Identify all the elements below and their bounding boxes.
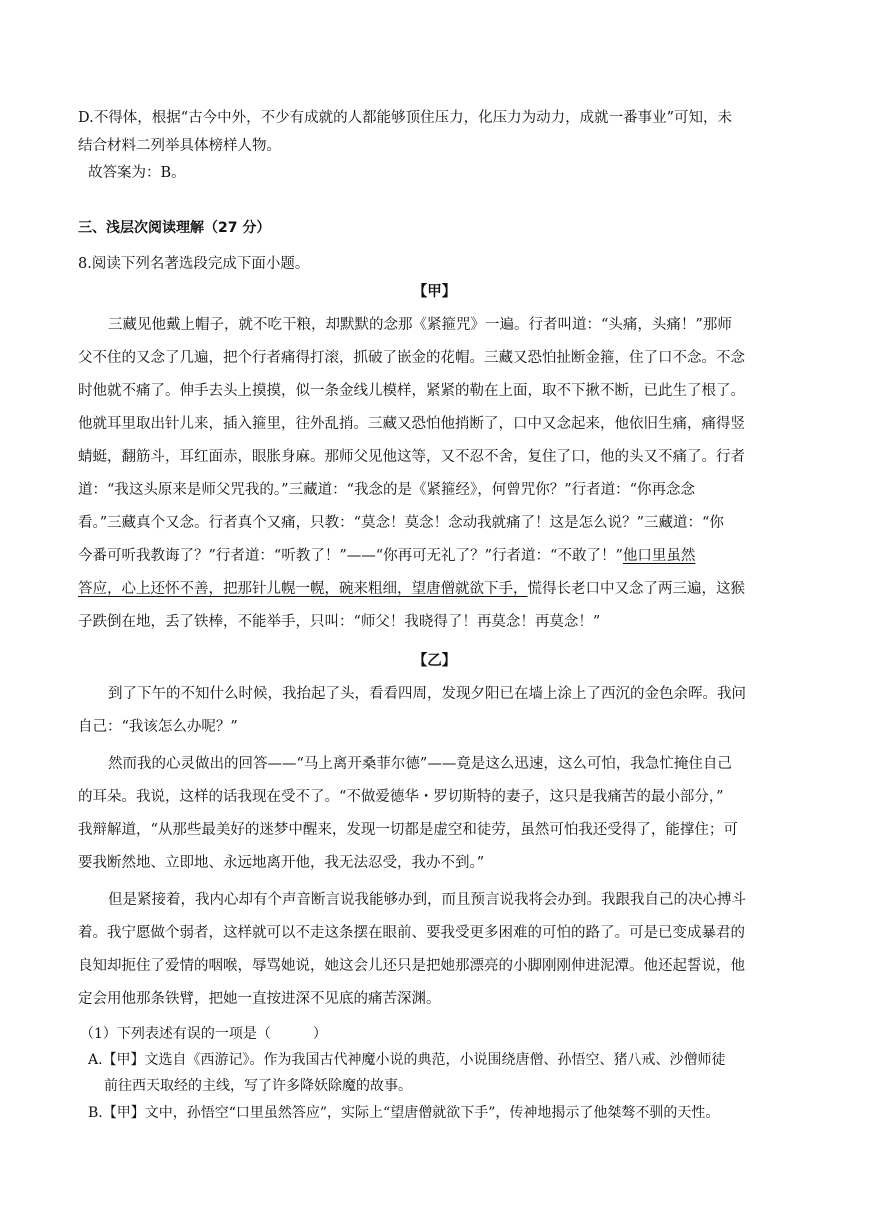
passage-jia-text: 慌得长老口中又念了两三遍，这猴: [527, 581, 745, 597]
underlined-sentence-part1: 他口里虽然: [622, 548, 696, 564]
passage-jia-line: 时他就不痛了。伸手去头上摸摸，似一条金线儿模样，紧紧的勒在上面，取不下揪不断，已此生了根了。: [78, 383, 745, 399]
passage-jia-line: 他就耳里取出针儿来，插入箍里，往外乱捎。三藏又恐怕他捎断了，口中又念起来，他依旧生痛，痛得竖: [78, 416, 745, 432]
option-a-line1: A.【甲】文选自《西游记》。作为我国古代神魔小说的典范，小说围绕唐僧、孙悟空、猪八戒、沙僧师徒: [88, 1052, 726, 1068]
passage-yi-line: 良知却扼住了爱情的咽喉，辱骂她说，她这会儿还只是把她那漂亮的小脚刚刚伸进泥潭。他还起誓说，他: [78, 958, 745, 974]
passage-yi-line: 自己：“我该怎么办呢？”: [78, 719, 238, 735]
passage-yi-line: 着。我宁愿做个弱者，这样就可以不走这条摆在眼前、要我受更多困难的可怕的路了。可是已变成暴君的: [78, 925, 745, 941]
passage-jia-heading: 【甲】: [412, 283, 457, 300]
passage-jia-line: 父不住的又念了几遍，把个行者痛得打滚，抓破了嵌金的花帽。三藏又恐怕扯断金箍，住了口不念。不念: [78, 350, 745, 366]
passage-jia-line: 子跌倒在地，丢了铁棒，不能举手，只叫：“师父！我晓得了！再莫念！再莫念！”: [78, 614, 601, 630]
passage-jia-line: 道：“我这头原来是师父咒我的。”三藏道：“我念的是《紧箍经》，何曾咒你？”行者道：“你再念念: [78, 482, 696, 498]
passage-yi-line: 要我断然地、立即地、永远地离开他，我无法忍受，我办不到。”: [78, 855, 485, 871]
passage-yi-heading: 【乙】: [412, 652, 457, 669]
underlined-sentence-part2: 答应，心上还怀不善，把那针儿幌一幌，碗来粗细，望唐僧就欲下手，: [78, 581, 528, 597]
sub-question-1-stem: （1）下列表述有误的一项是（ ）: [80, 1026, 327, 1042]
prev-option-d-line2: 结合材料二列举具体榜样人物。: [78, 138, 281, 154]
passage-jia-line: 蜻蜓，翻筋斗，耳红面赤，眼胀身麻。那师父见他这等，又不忍不舍，复住了口，他的头又不痛了。行者: [78, 449, 745, 465]
option-a-line2: 前往西天取经的主线，写了许多降妖除魔的故事。: [104, 1078, 412, 1094]
passage-yi-line: 到了下午的不知什么时候，我抬起了头，看看四周，发现夕阳已在墙上涂上了西沉的金色余晖。我问: [108, 686, 746, 702]
passage-jia-line: [78, 579, 798, 599]
option-b-line1: B.【甲】文中，孙悟空“口里虽然答应”，实际上“望唐僧就欲下手”，传神地揭示了他桀骜不驯的天性。: [88, 1105, 720, 1121]
prev-option-d-line1: D.不得体，根据“古今中外，不少有成就的人都能够顶住压力，化压力为动力，成就一番事业”可知，未: [78, 110, 733, 126]
question-8-stem: 8.阅读下列名著选段完成下面小题。: [78, 256, 310, 272]
passage-yi-line: 的耳朵。我说，这样的话我现在受不了。“不做爱德华・罗切斯特的妻子，这只是我痛苦的最小部分，”: [78, 789, 724, 805]
passage-jia-line: 看。”三藏真个又念。行者真个又痛，只教：“莫念！莫念！念动我就痛了！这是怎么说？”三藏道：“你: [78, 515, 724, 531]
prev-answer: 故答案为：B。: [88, 165, 186, 181]
passage-jia-line: 三藏见他戴上帽子，就不吃干粮，却默默的念那《紧箍咒》一遍。行者叫道：“头痛，头痛！”那师: [108, 317, 732, 333]
section-title: 三、浅层次阅读理解（27 分）: [78, 220, 271, 236]
passage-yi-line: 我辩解道，“从那些最美好的迷梦中醒来，发现一切都是虚空和徒劳，虽然可怕我还受得了，能撑住；可: [78, 822, 738, 838]
passage-yi-line: 但是紧接着，我内心却有个声音断言说我能够办到，而且预言说我将会办到。我跟我自己的决心搏斗: [108, 892, 746, 908]
passage-yi-line: 然而我的心灵做出的回答——“马上离开桑菲尔德”——竟是这么迅速，这么可怕，我急忙掩住自己: [108, 756, 732, 772]
passage-jia-text: 今番可听我教诲了？”行者道：“听教了！”——“你再可无礼了？”行者道：“不敢了！”: [78, 548, 623, 564]
passage-yi-line: 定会用他那条铁臂，把她一直按进深不见底的痛苦深渊。: [78, 991, 441, 1007]
passage-jia-line: [78, 546, 798, 566]
